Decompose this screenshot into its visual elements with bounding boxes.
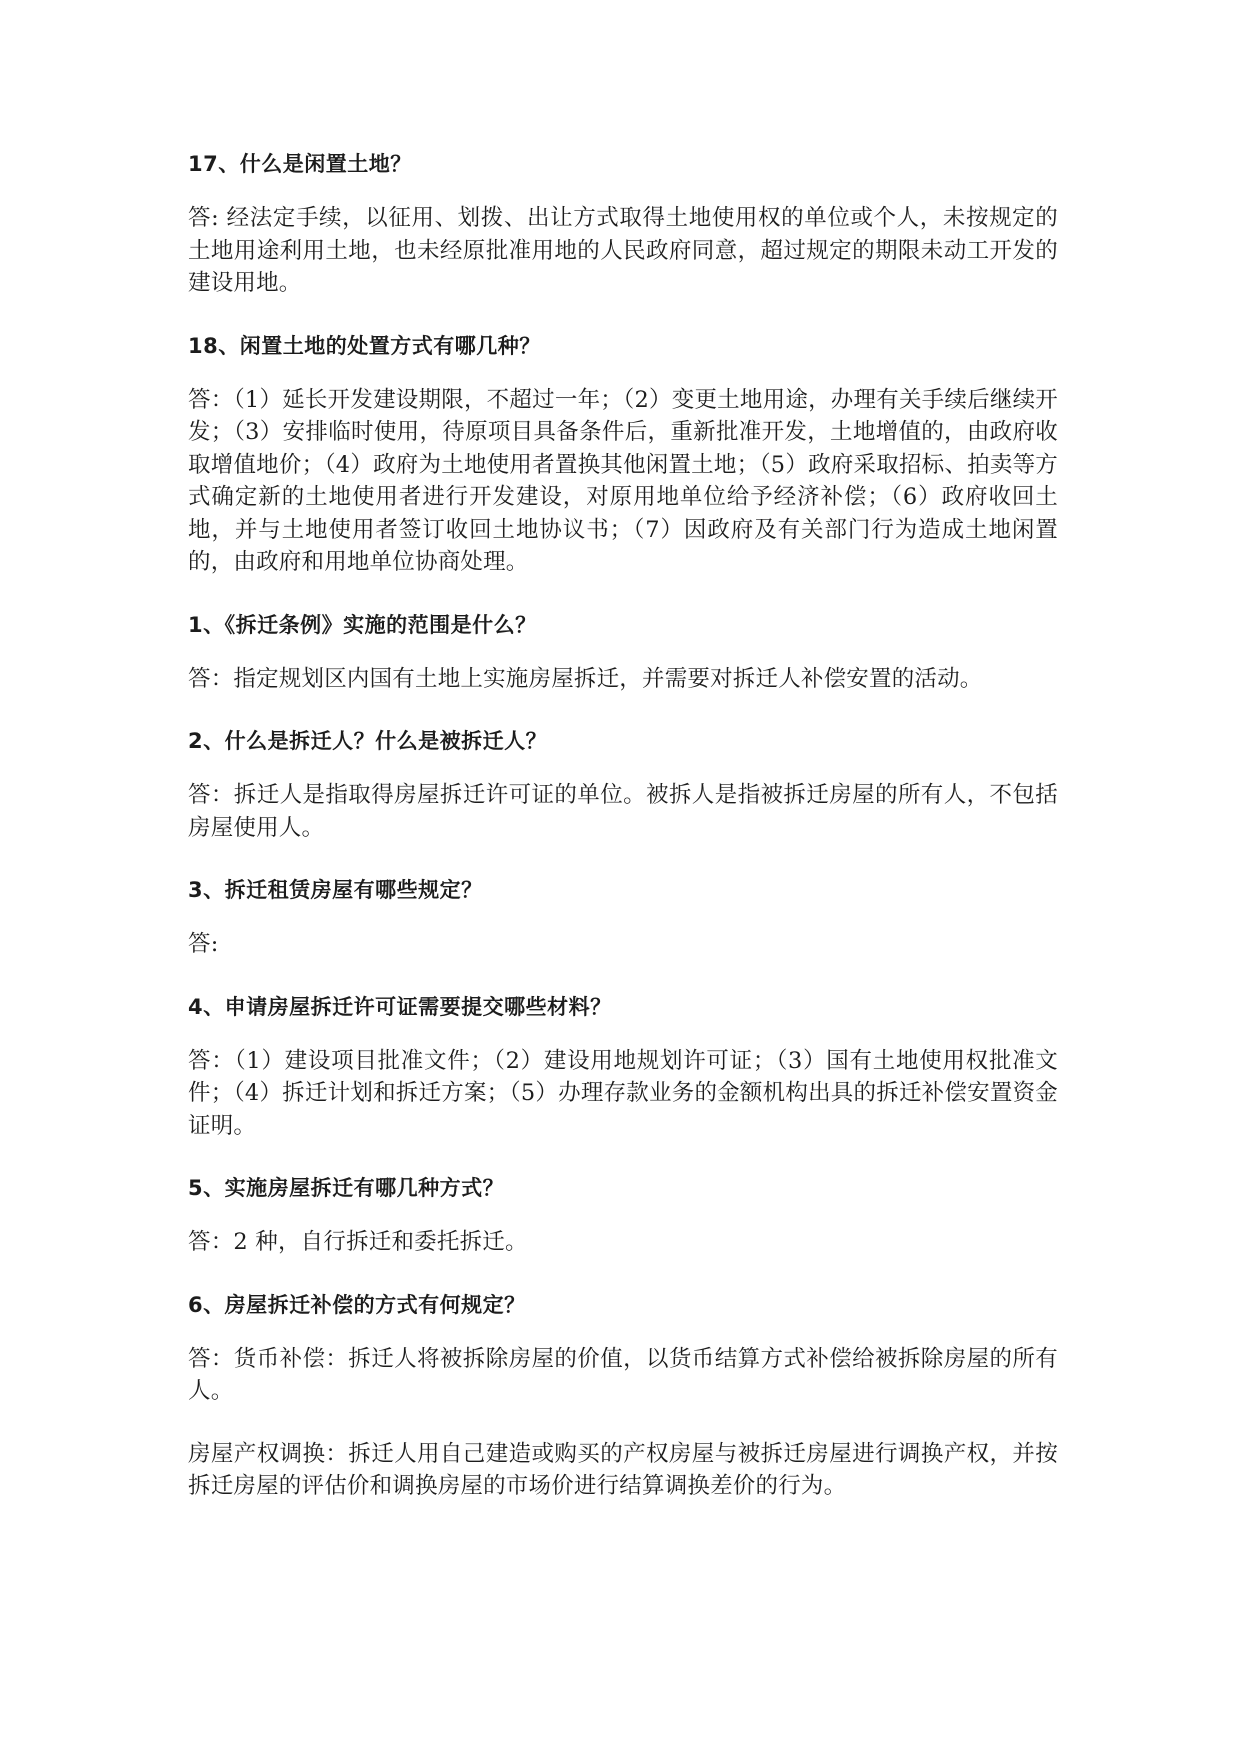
answer-paragraph: 答: [188,931,219,957]
answer-paragraph: 房屋产权调换：拆迁人用自己建造或购买的产权房屋与被拆迁房屋进行调换产权，并按拆迁房屋的评估价和调换房屋的市场价进行结算调换差价的行为。 [188,1440,1058,1499]
answer-paragraph: 答：（1）延长开发建设期限，不超过一年；（2）变更土地用途，办理有关手续后继续开发；（3）安排临时使用，待原项目具备条件后，重新批准开发，土地增值的，由政府收取增值地价；（4）政府为土地使用者置换其他闲置土地；（5）政府采取招标、拍卖等方式确定新的土地使用者进行开发建设，对原用地单位给予经济补偿；（6）政府收回土地，并与土地使用者签订收回土地协议书；（7）因政府及有关部门行为造成土地闲置的，由政府和用地单位协商处理。 [188,386,1058,575]
answer-paragraph: 答：指定规划区内国有土地上实施房屋拆迁，并需要对拆迁人补偿安置的活动。 [188,665,983,692]
question-heading: 4、申请房屋拆迁许可证需要提交哪些材料？ [188,994,612,1019]
answer-paragraph: 答：（1）建设项目批准文件；（2）建设用地规划许可证；（3）国有土地使用权批准文件；（4）拆迁计划和拆迁方案；（5）办理存款业务的金额机构出具的拆迁补偿安置资金证明。 [188,1047,1058,1139]
answer-paragraph: 答：货币补偿：拆迁人将被拆除房屋的价值，以货币结算方式补偿给被拆除房屋的所有人。 [188,1345,1058,1404]
question-heading: 18、闲置土地的处置方式有哪几种？ [188,333,541,358]
question-heading: 17、什么是闲置土地？ [188,152,412,176]
answer-paragraph: 答：2 种，自行拆迁和委托拆迁。 [188,1229,528,1255]
question-heading: 1、《拆迁条例》实施的范围是什么？ [188,612,537,637]
answer-paragraph: 答: 经法定手续，以征用、划拨、出让方式取得土地使用权的单位或个人，未按规定的土地用途利用土地，也未经原批准用地的人民政府同意，超过规定的期限未动工开发的建设用地。 [188,205,1058,296]
document-body [188,148,1058,1533]
question-heading: 2、什么是拆迁人？什么是被拆迁人？ [188,729,548,753]
question-heading: 3、拆迁租赁房屋有哪些规定？ [188,878,483,902]
question-heading: 6、房屋拆迁补偿的方式有何规定？ [188,1292,526,1317]
question-heading: 5、实施房屋拆迁有哪几种方式？ [188,1176,505,1200]
answer-paragraph: 答：拆迁人是指取得房屋拆迁许可证的单位。被拆人是指被拆迁房屋的所有人，不包括房屋使用人。 [188,782,1058,841]
